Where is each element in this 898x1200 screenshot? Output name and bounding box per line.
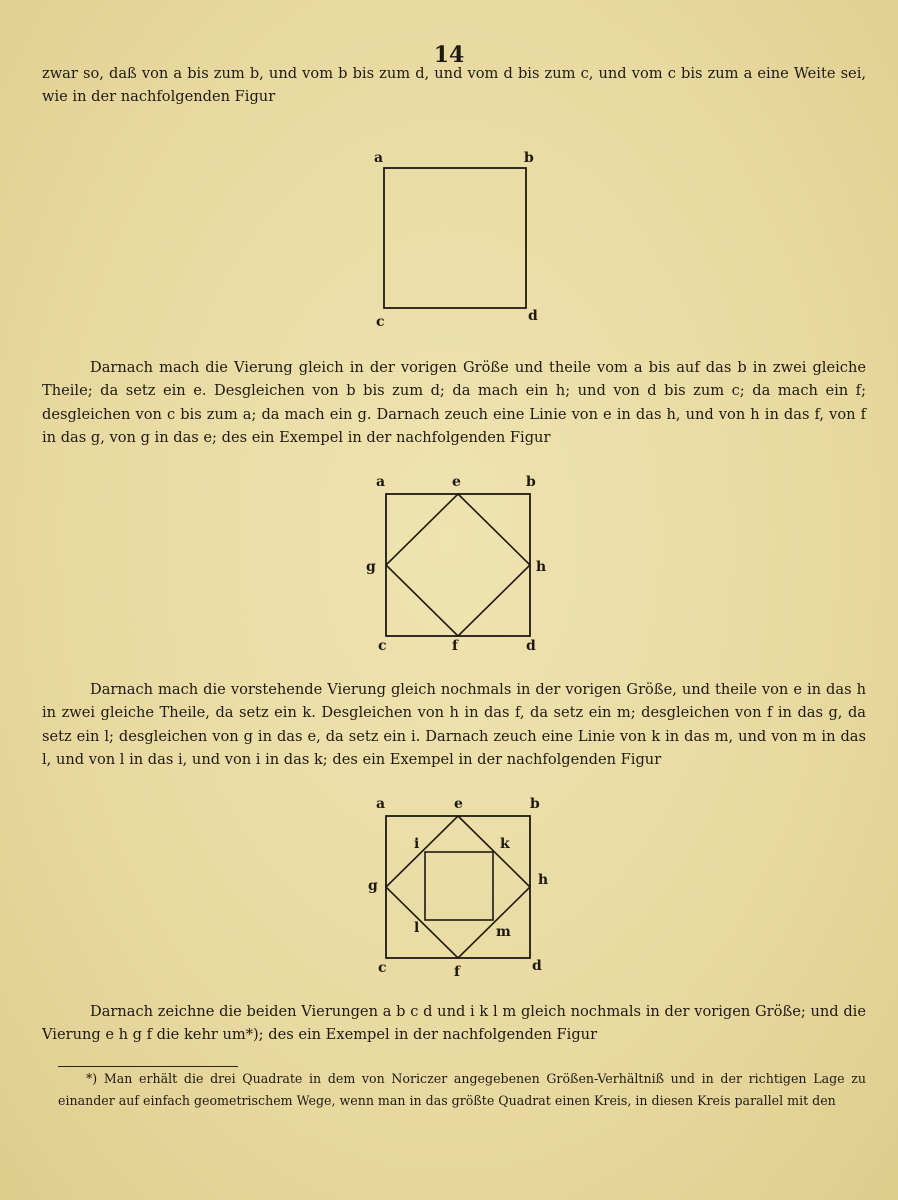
- label-c: c: [378, 638, 387, 654]
- label-b: b: [530, 796, 540, 812]
- label-e: e: [454, 796, 463, 812]
- label-e: e: [452, 474, 461, 490]
- paragraph-3: [42, 678, 866, 772]
- page-number: 14: [433, 42, 465, 68]
- label-c: c: [378, 960, 387, 976]
- label-m: m: [496, 924, 511, 940]
- square-abcd: [386, 494, 530, 636]
- label-a: a: [374, 150, 384, 166]
- figure-1-drawing: [360, 148, 550, 338]
- figure-square-abcd: [360, 148, 550, 338]
- label-d: d: [526, 638, 536, 654]
- label-h: h: [538, 872, 549, 888]
- label-i: i: [414, 836, 420, 852]
- label-a: a: [376, 474, 386, 490]
- figure-square-with-diamond: [362, 472, 552, 656]
- label-d: d: [532, 958, 542, 974]
- label-c: c: [376, 314, 385, 330]
- label-h: h: [536, 559, 547, 575]
- figure-2-drawing: [362, 472, 552, 656]
- paragraph-2-text: Darnach mach die Vierung gleich in der vorigen Größe und theile vom a bis auf das b in zwei gleiche Theile; da setz ein e. Desgleichen von b bis zum d; da mach ein h; und von d bis zum c; da mach ein f; desgleichen von c bis zum a; da mach ein g. Darnach zeuch eine Linie von e in das h, und von h in das f, von f in das g, von g in das e; des ein Exempel in der nachfolgenden Figur: [42, 359, 866, 447]
- label-k: k: [500, 836, 510, 852]
- label-f: f: [452, 638, 459, 654]
- footnote-rule: [58, 1066, 238, 1067]
- paragraph-4-text: Darnach zeichne die beiden Vierungen a b c d und i k l m gleich nochmals in der vorigen Größe; und die Vierung e h g f die kehr um*); des ein Exempel in der nachfolgenden Figur: [42, 1003, 866, 1044]
- paragraph-4: [42, 1000, 866, 1047]
- paragraph-1: zwar so, daß von a bis zum b, und vom b bis zum d, und vom d bis zum c, und vom c bis zum a eine Weite sei, wie in der nachfolgenden Figur: [42, 65, 866, 106]
- label-d: d: [528, 308, 538, 324]
- label-b: b: [524, 150, 534, 166]
- paragraph-2: [42, 356, 866, 450]
- label-l: l: [414, 920, 420, 936]
- square-abcd: [384, 168, 526, 308]
- footnote: [58, 1068, 866, 1112]
- label-g: g: [366, 559, 376, 575]
- footnote-text: *) Man erhält die drei Quadrate in dem von Noriczer angegebenen Größen-Verhältniß und in der richtigen Lage zu einander auf einfach geometrischem Wege, wenn man in das größte Quadrat einen Kreis, in diesen Kreis parallel mit den: [58, 1071, 866, 1108]
- figure-3-drawing: [362, 796, 554, 980]
- paragraph-3-text: Darnach mach die vorstehende Vierung gleich nochmals in der vorigen Größe, und theile von e in das h in zwei gleiche Theile, da setz ein k. Desgleichen von h in das f, da setz ein m; desgleichen von f in das g, da setz ein l; desgleichen von g in das e, da setz ein i. Darnach zeuch eine Linie von k in das m, und von m in das l, und von l in das i, und von i in das k; des ein Exempel in der nachfolgenden Figur: [42, 681, 866, 769]
- square-iklm: [425, 852, 493, 920]
- figure-three-squares: [362, 796, 554, 980]
- label-f: f: [454, 964, 461, 980]
- label-b: b: [526, 474, 536, 490]
- label-a: a: [376, 796, 386, 812]
- diamond-ehfg: [386, 494, 530, 636]
- label-g: g: [368, 878, 378, 894]
